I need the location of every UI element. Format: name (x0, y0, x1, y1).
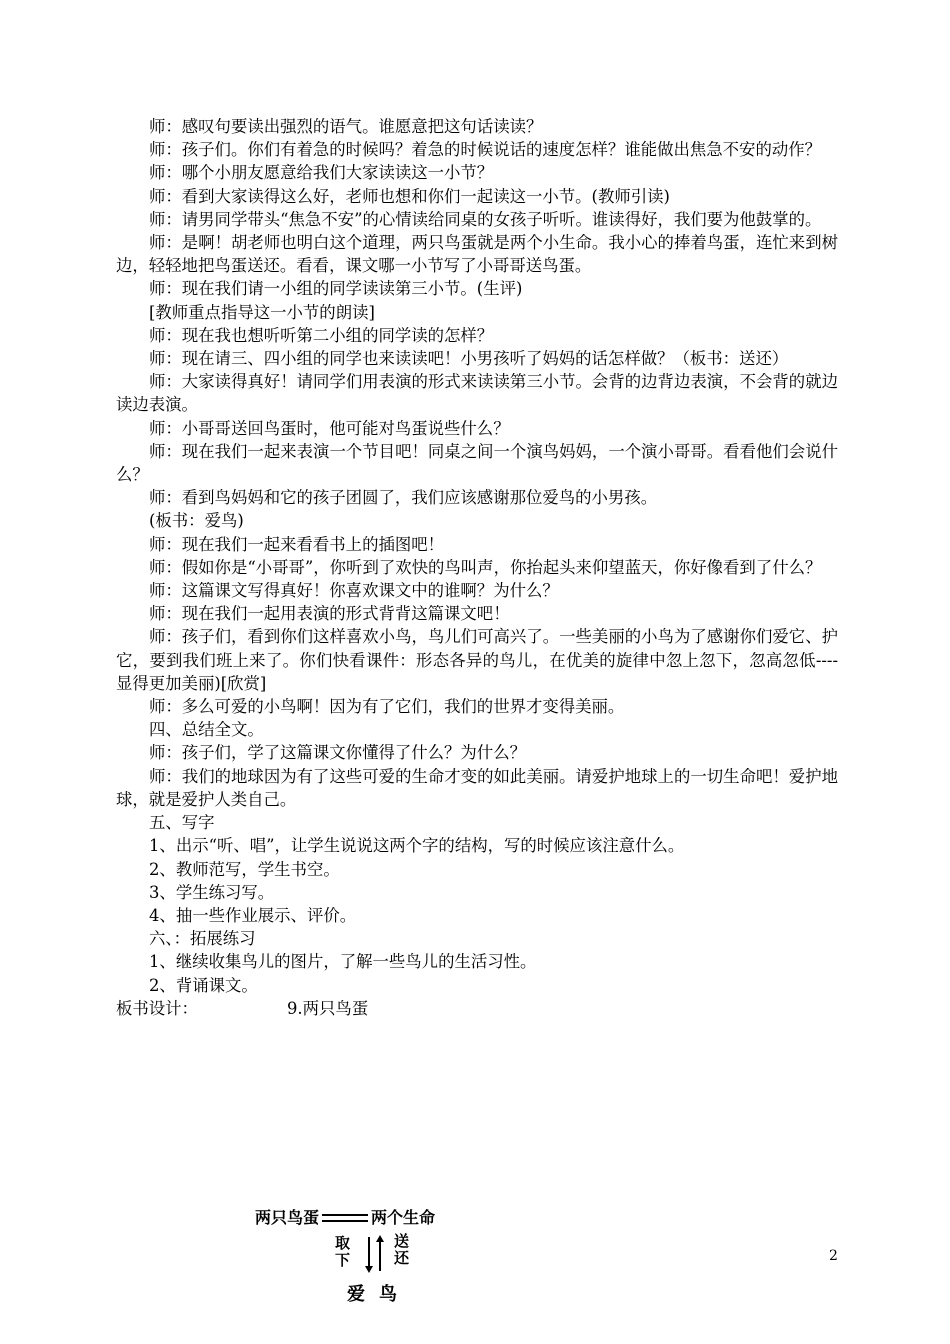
diagram-two-eggs: 两只鸟蛋 (255, 1208, 320, 1227)
paragraph: 师：现在我们一起来看看书上的插图吧！ (149, 534, 445, 554)
paragraph: 师：假如你是“小哥哥”，你听到了欢快的鸟叫声，你抬起头来仰望蓝天，你好像看到了什么？ (149, 557, 822, 577)
paragraph: 师：这篇课文写得真好！你喜欢课文中的谁啊？为什么？ (149, 581, 559, 601)
paragraph: 1、继续收集鸟儿的图片，了解一些鸟儿的生活习性。 (149, 952, 537, 972)
board-diagram (255, 1205, 505, 1310)
paragraph: 2、教师范写，学生书空。 (149, 859, 340, 879)
paragraph: 师：看到大家读得这么好，老师也想和你们一起读这一小节。(教师引读) (149, 186, 670, 206)
paragraph: 师：看到鸟妈妈和它的孩子团圆了，我们应该感谢那位爱鸟的小男孩。 (149, 488, 658, 508)
diagram-love-birds: 爱鸟 (347, 1284, 411, 1305)
paragraph: 3、学生练习写。 (149, 882, 275, 902)
board-design-line (116, 997, 838, 1020)
paragraph: 师：现在我们请一小组的同学读读第三小节。(生评) (149, 279, 523, 299)
paragraph: 2、背诵课文。 (149, 975, 258, 995)
paragraph: 师：现在我们一起来表演一个节目吧！同桌之间一个演鸟妈妈，一个演小哥哥。看看他们会说什么？ (116, 441, 838, 485)
paragraph: 师：大家读得真好！请同学们用表演的形式来读读第三小节。会背的边背边表演，不会背的就边读边表演。 (116, 372, 838, 415)
page-number: 2 (829, 1248, 838, 1264)
paragraph: 师：孩子们。你们有着急的时候吗？着急的时候说话的速度怎样？谁能做出焦急不安的动作？ (149, 140, 822, 160)
paragraph: 师：孩子们，学了这篇课文你懂得了什么？为什么？ (149, 743, 526, 763)
paragraph: [教师重点指导这一小节的朗读] (149, 302, 375, 322)
paragraph: 师：多么可爱的小鸟啊！因为有了它们，我们的世界才变得美丽。 (149, 697, 625, 717)
document-body (116, 115, 838, 1020)
board-design-label: 板书设计： (116, 998, 198, 1018)
paragraph: 1、出示“听、唱”，让学生说说这两个字的结构，写的时候应该注意什么。 (149, 836, 685, 856)
up-down-arrows-icon (364, 1234, 386, 1274)
paragraph: 师：请男同学带头“焦急不安”的心情读给同桌的女孩子听听。谁读得好，我们要为他鼓掌的。 (149, 209, 822, 229)
diagram-take-down: 取下 (335, 1234, 351, 1269)
lesson-title: 9.两只鸟蛋 (287, 998, 369, 1018)
paragraph: 六、：拓展练习 (149, 929, 256, 949)
paragraph: 师：是啊！胡老师也明白这个道理，两只鸟蛋就是两个小生命。我小心的捧着鸟蛋，连忙来到树边，轻轻地把鸟蛋送还。看看，课文哪一小节写了小哥哥送鸟蛋。 (116, 233, 838, 276)
paragraph: 师：孩子们，看到你们这样喜欢小鸟，鸟儿们可高兴了。一些美丽的小鸟为了感谢你们爱它、护它，要到我们班上来了。你们快看课件：形态各异的鸟儿，在优美的旋律中忽上忽下，忽高忽低----显得更加美丽)[欣赏] (116, 627, 838, 693)
paragraph: 4、抽一些作业展示、评价。 (149, 905, 357, 925)
diagram-return: 送还 (394, 1232, 410, 1267)
paragraph: (板书：爱鸟) (149, 511, 244, 531)
equals-sign-icon (322, 1214, 368, 1222)
diagram-two-lives: 两个生命 (371, 1208, 436, 1227)
paragraph: 师：现在我也想听听第二小组的同学读的怎样？ (149, 325, 494, 345)
paragraph: 四、总结全文。 (149, 720, 264, 740)
paragraph: 师：我们的地球因为有了这些可爱的生命才变的如此美丽。请爱护地球上的一切生命吧！爱护地球，就是爱护人类自己。 (116, 766, 838, 809)
paragraph: 五、写字 (149, 813, 215, 833)
paragraph: 师：哪个小朋友愿意给我们大家读读这一小节？ (149, 163, 494, 183)
paragraph: 师：现在我们一起用表演的形式背背这篇课文吧！ (149, 604, 510, 624)
paragraph: 师：小哥哥送回鸟蛋时，他可能对鸟蛋说些什么？ (149, 418, 510, 438)
paragraph: 师：现在请三、四小组的同学也来读读吧！小男孩听了妈妈的话怎样做？（板书：送还） (149, 349, 789, 369)
paragraph: 师：感叹句要读出强烈的语气。谁愿意把这句话读读？ (149, 117, 543, 136)
